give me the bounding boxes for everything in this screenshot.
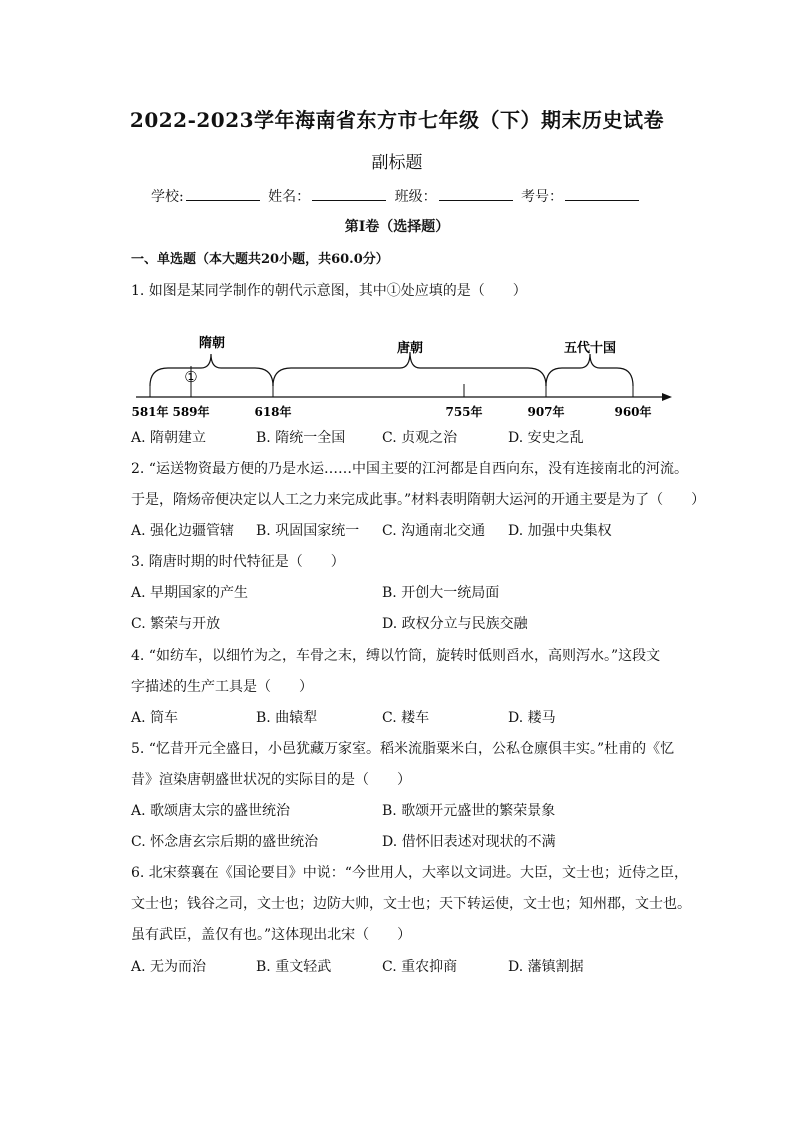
question-2-option-d: D. 加强中央集权 xyxy=(508,523,612,539)
question-5-option-d: D. 借怀旧表述对现状的不满 xyxy=(382,834,556,850)
question-1-option-d: D. 安史之乱 xyxy=(508,430,584,446)
question-3-option-b: B. 开创大一统局面 xyxy=(382,585,500,601)
question-2-stem-line-1: 2. “运送物资最方便的乃是水运……中国主要的江河都是自西向东，没有连接南北的河流。 xyxy=(131,461,688,477)
question-5-stem-line-1: 5. “忆昔开元全盛日，小邑犹藏万家室。稻米流脂粟米白，公私仓廪俱丰实。”杜甫的《忆 xyxy=(131,741,675,757)
year-label-907: 907年 xyxy=(527,405,565,419)
year-label-589: 589年 xyxy=(172,405,210,419)
question-5-option-b: B. 歌颂开元盛世的繁荣景象 xyxy=(382,803,556,819)
question-2-option-b: B. 巩固国家统一 xyxy=(256,523,360,539)
class-blank xyxy=(439,188,513,201)
year-label-960: 960年 xyxy=(614,405,652,419)
name-label: 姓名： xyxy=(268,189,311,205)
year-label-581: 581年 xyxy=(131,405,169,419)
question-5-option-c: C. 怀念唐玄宗后期的盛世统治 xyxy=(131,834,319,850)
question-6-option-c: C. 重农抑商 xyxy=(382,959,458,975)
exam-subtitle: 副标题 xyxy=(371,153,423,173)
five-dynasties-brace xyxy=(546,354,633,386)
exam-no-blank xyxy=(565,188,639,201)
question-4-option-d: D. 耧马 xyxy=(508,710,556,726)
year-label-755: 755年 xyxy=(445,405,483,419)
question-4-option-b: B. 曲辕犁 xyxy=(256,710,318,726)
question-2-option-c: C. 沟通南北交通 xyxy=(382,523,486,539)
question-3-option-d: D. 政权分立与民族交融 xyxy=(382,616,528,632)
sui-brace xyxy=(150,354,273,386)
question-3-stem: 3. 隋唐时期的时代特征是（ ） xyxy=(131,554,345,570)
year-label-618: 618年 xyxy=(254,405,292,419)
question-1-option-a: A. 隋朝建立 xyxy=(131,430,207,446)
period-label-sui: 隋朝 xyxy=(198,336,226,351)
dynasty-timeline-diagram xyxy=(128,324,688,424)
question-4-stem-line-1: 4. “如纺车，以细竹为之，车骨之末，缚以竹筒，旋转时低则舀水，高则泻水。”这段文 xyxy=(131,648,661,664)
question-5-option-a: A. 歌颂唐太宗的盛世统治 xyxy=(131,803,291,819)
question-5-stem-line-2: 昔》渲染唐朝盛世状况的实际目的是（ ） xyxy=(131,772,411,788)
question-4-option-c: C. 耧车 xyxy=(382,710,430,726)
school-label: 学校: xyxy=(150,189,184,205)
student-info-line xyxy=(0,186,794,206)
question-2-option-a: A. 强化边疆管辖 xyxy=(131,523,235,539)
question-6-stem-line-1: 6. 北宋蔡襄在《国论要目》中说：“今世用人，大率以文词进。大臣，文士也；近侍之臣， xyxy=(131,865,688,881)
question-1-option-b: B. 隋统一全国 xyxy=(256,430,346,446)
part-title: 一、单选题（本大题共20小题，共60.0分） xyxy=(131,252,389,267)
period-label-tang: 唐朝 xyxy=(396,341,424,356)
question-6-stem-line-3: 虽有武臣，盖仅有也。”这体现出北宋（ ） xyxy=(131,927,412,943)
timeline-arrow xyxy=(662,393,672,401)
tang-brace xyxy=(273,352,546,386)
question-4-stem-line-2: 字描述的生产工具是（ ） xyxy=(131,679,313,695)
question-6-option-a: A. 无为而治 xyxy=(131,959,207,975)
period-label-five-dynasties: 五代十国 xyxy=(563,341,617,356)
question-4-option-a: A. 筒车 xyxy=(131,710,179,726)
name-blank xyxy=(312,188,386,201)
school-blank xyxy=(186,188,260,201)
exam-title: 2022-2023学年海南省东方市七年级（下）期末历史试卷 xyxy=(129,108,665,132)
question-1-option-c: C. 贞观之治 xyxy=(382,430,458,446)
question-1-stem: 1. 如图是某同学制作的朝代示意图，其中①处应填的是（ ） xyxy=(131,283,527,299)
class-label: 班级： xyxy=(394,189,437,205)
marker-circled-one: ① xyxy=(184,368,198,386)
question-6-option-b: B. 重文轻武 xyxy=(256,959,332,975)
question-3-option-c: C. 繁荣与开放 xyxy=(131,616,221,632)
exam-no-label: 考号： xyxy=(521,189,564,205)
section-title: 第I卷（选择题） xyxy=(344,219,450,235)
question-2-stem-line-2: 于是，隋炀帝便决定以人工之力来完成此事。”材料表明隋朝大运河的开通主要是为了（ ） xyxy=(131,492,706,508)
question-6-option-d: D. 藩镇割据 xyxy=(508,959,584,975)
question-3-option-a: A. 早期国家的产生 xyxy=(131,585,249,601)
question-6-stem-line-2: 文士也；钱谷之司，文士也；边防大帅，文士也；天下转运使，文士也；知州郡，文士也。 xyxy=(131,896,691,912)
